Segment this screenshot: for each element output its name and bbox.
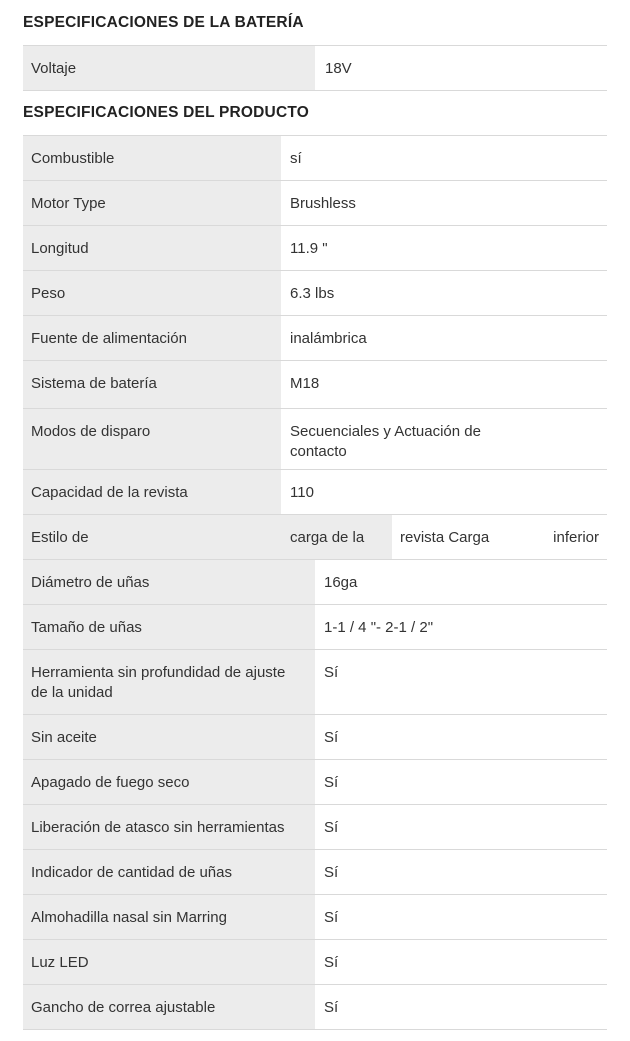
spec-value: sí bbox=[290, 150, 302, 167]
spec-label-cell bbox=[23, 470, 281, 514]
spec-label: Modos de disparo bbox=[31, 423, 151, 440]
spec-label: Luz LED bbox=[31, 954, 89, 971]
spec-value-cell bbox=[315, 46, 607, 90]
spec-value-cell-a bbox=[281, 515, 392, 559]
spec-label-cell bbox=[23, 895, 315, 939]
spec-row-length bbox=[23, 225, 607, 270]
spec-value-part-b: revista Carga bbox=[400, 529, 490, 546]
spec-label: Sin aceite bbox=[31, 729, 97, 746]
spec-value-line-2: contacto bbox=[290, 443, 347, 460]
spec-value-cell bbox=[315, 940, 607, 984]
spec-row-non-marring-pad bbox=[23, 894, 607, 939]
spec-value-cell bbox=[315, 895, 607, 939]
spec-value-cell bbox=[281, 226, 607, 270]
spec-row-weight bbox=[23, 270, 607, 315]
spec-label: Motor Type bbox=[31, 195, 106, 212]
spec-label-cell bbox=[23, 760, 315, 804]
spec-value: Sí bbox=[324, 909, 339, 926]
spec-label-cell bbox=[23, 409, 281, 469]
spec-value: Sí bbox=[324, 774, 339, 791]
spec-value: Sí bbox=[324, 819, 339, 836]
spec-value-cell bbox=[281, 136, 607, 180]
spec-value: M18 bbox=[290, 375, 320, 392]
spec-value-cell bbox=[315, 760, 607, 804]
spec-label-cell bbox=[23, 316, 281, 360]
spec-row-combustible bbox=[23, 135, 607, 180]
spec-label: Combustible bbox=[31, 150, 115, 167]
spec-label-cell bbox=[23, 560, 315, 604]
spec-label-cell bbox=[23, 850, 315, 894]
spec-label-cell bbox=[23, 515, 281, 559]
product-specs-heading: ESPECIFICACIONES DEL PRODUCTO bbox=[23, 104, 309, 121]
spec-value: Sí bbox=[324, 664, 339, 681]
spec-label: Voltaje bbox=[31, 60, 77, 77]
spec-value: inalámbrica bbox=[290, 330, 367, 347]
spec-row-nail-indicator bbox=[23, 849, 607, 894]
spec-label: Sistema de batería bbox=[31, 375, 157, 392]
spec-value: 6.3 lbs bbox=[290, 285, 335, 302]
spec-value-cell bbox=[281, 470, 607, 514]
spec-value-part-a: carga de la bbox=[290, 529, 365, 546]
spec-value: 11.9 " bbox=[290, 240, 328, 257]
spec-value-cell bbox=[315, 805, 607, 849]
spec-label: Capacidad de la revista bbox=[31, 484, 188, 501]
spec-value: Sí bbox=[324, 999, 339, 1016]
spec-row-nail-diameter bbox=[23, 559, 607, 604]
spec-label: Apagado de fuego seco bbox=[31, 774, 190, 791]
spec-label-cell bbox=[23, 805, 315, 849]
spec-label: Diámetro de uñas bbox=[31, 574, 150, 591]
spec-label-cell bbox=[23, 136, 281, 180]
spec-label: Longitud bbox=[31, 240, 89, 257]
spec-label: Liberación de atasco sin herramientas bbox=[31, 819, 285, 836]
spec-label: Peso bbox=[31, 285, 66, 302]
spec-value-line-1: Secuenciales y Actuación de bbox=[290, 423, 481, 440]
spec-label: Tamaño de uñas bbox=[31, 619, 142, 636]
spec-label: Almohadilla nasal sin Marring bbox=[31, 909, 227, 926]
spec-label: Fuente de alimentación bbox=[31, 330, 187, 347]
spec-value-cell bbox=[281, 316, 607, 360]
spec-label-cell bbox=[23, 940, 315, 984]
spec-row-battery-system bbox=[23, 360, 607, 408]
spec-label: Estilo de bbox=[31, 529, 89, 546]
product-specs-table bbox=[23, 135, 607, 1030]
spec-row-power-source bbox=[23, 315, 607, 360]
spec-label-cell bbox=[23, 361, 281, 408]
spec-value-cell bbox=[281, 181, 607, 225]
spec-value-cell bbox=[315, 605, 607, 649]
spec-label: Indicador de cantidad de uñas bbox=[31, 864, 232, 881]
spec-label: Gancho de correa ajustable bbox=[31, 999, 216, 1016]
spec-value: Sí bbox=[324, 729, 339, 746]
spec-row-magazine-capacity bbox=[23, 469, 607, 514]
spec-label-line-2: de la unidad bbox=[31, 684, 113, 701]
spec-label-cell bbox=[23, 605, 315, 649]
spec-label-cell bbox=[23, 226, 281, 270]
spec-value: 16ga bbox=[324, 574, 358, 591]
spec-value-cell-b bbox=[392, 515, 607, 559]
spec-value: Sí bbox=[324, 954, 339, 971]
spec-label-cell bbox=[23, 181, 281, 225]
spec-row-led-light bbox=[23, 939, 607, 984]
spec-label-line-1: Herramienta sin profundidad de ajuste bbox=[31, 664, 286, 681]
spec-label-cell bbox=[23, 715, 315, 759]
spec-value-cell bbox=[315, 650, 607, 714]
spec-row-nail-size bbox=[23, 604, 607, 649]
spec-row-jam-release bbox=[23, 804, 607, 849]
spec-label-cell bbox=[23, 985, 315, 1029]
spec-row-dry-fire-lockout bbox=[23, 759, 607, 804]
spec-row-depth-adjust bbox=[23, 649, 607, 714]
spec-value-cell bbox=[281, 409, 607, 469]
spec-value: Brushless bbox=[290, 195, 356, 212]
spec-value: 18V bbox=[325, 60, 352, 77]
spec-value-part-c: inferior bbox=[553, 529, 599, 546]
spec-row-motor-type bbox=[23, 180, 607, 225]
spec-label-cell bbox=[23, 271, 281, 315]
spec-label-cell bbox=[23, 650, 315, 714]
spec-row-oil-free bbox=[23, 714, 607, 759]
spec-value: 110 bbox=[290, 484, 314, 501]
spec-row-firing-modes bbox=[23, 408, 607, 469]
spec-value: Sí bbox=[324, 864, 339, 881]
spec-value-cell bbox=[315, 985, 607, 1029]
spec-row-magazine-style bbox=[23, 514, 607, 559]
spec-value-cell bbox=[315, 715, 607, 759]
spec-value-cell bbox=[281, 361, 607, 408]
battery-specs-table bbox=[23, 45, 607, 91]
spec-row-belt-hook bbox=[23, 984, 607, 1030]
spec-row-voltage bbox=[23, 45, 607, 91]
battery-specs-heading: ESPECIFICACIONES DE LA BATERÍA bbox=[23, 14, 304, 31]
spec-value-cell bbox=[315, 850, 607, 894]
spec-value-cell bbox=[281, 271, 607, 315]
spec-value: 1-1 / 4 "- 2-1 / 2" bbox=[324, 619, 434, 636]
spec-label-cell bbox=[23, 46, 315, 90]
spec-value-cell bbox=[315, 560, 607, 604]
